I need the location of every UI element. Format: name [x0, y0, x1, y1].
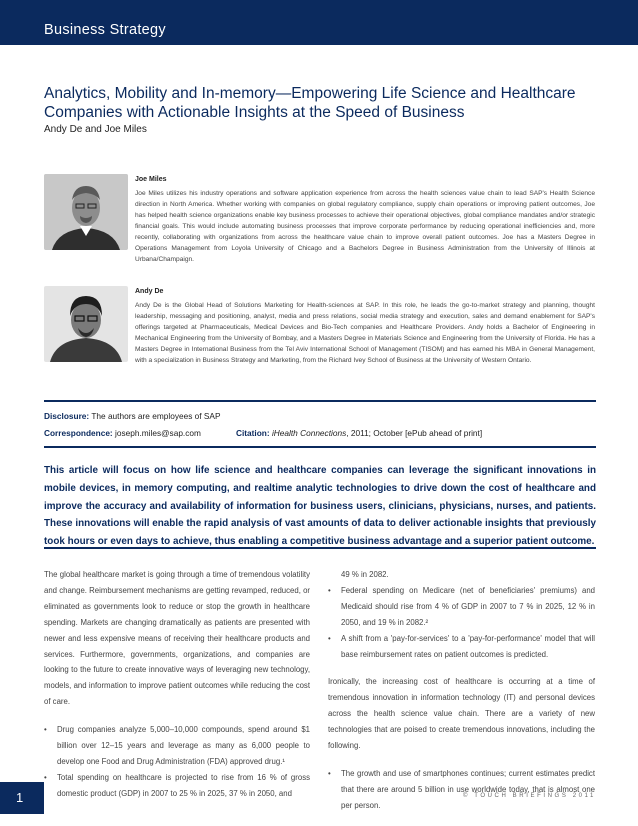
body-paragraph: Ironically, the increasing cost of healthcare is occurring at a time of tremendous innovation in information technology (IT) and personal devices across the health science value chain. There are a variety of new technologies that are poised to create tremendous innovations, including the following. — [328, 677, 595, 751]
list-item: • Total spending on healthcare is projected to rise from 16 % of gross domestic product (GDP) in 2007 to 25 % in 2025, 37 % in 2050, and — [44, 770, 310, 802]
correspondence-label: Correspondence: — [44, 428, 113, 438]
bio-joe-miles — [135, 174, 595, 265]
page-number-box — [0, 782, 44, 814]
section-banner — [0, 0, 638, 45]
article-authors: Andy De and Joe Miles — [44, 124, 147, 135]
bullet-list — [328, 766, 595, 814]
copyright: © TOUCH BRIEFINGS 2011 — [463, 793, 596, 799]
list-item: • Federal spending on Medicare (net of beneficiaries' premiums) and Medicaid should rise from 4 % of GDP in 2007 to 7 % in 2025, 12 % in 2050, and 19 % in 2082.² — [328, 583, 595, 631]
citation-line — [236, 428, 482, 438]
bullet-list — [328, 583, 595, 663]
list-item: • Drug companies analyze 5,000–10,000 compounds, spend around $1 billion over 12–15 years and leverage as many as 6,000 people to develop one Food and Drug Administration (FDA) approved drug.¹ — [44, 722, 310, 770]
bio-text: Joe Miles utilizes his industry operations and software application experience from across the health sciences value chain to lead SAP's Health Science direction in North America. Whether working with companies on global regulatory compliance, supply chain operations or improving patient outcomes, Joe has helped health science organizations enable key business processes to achieve their operational objectives, global compliance mandates and/or strategic financial goals. This would include automating business processes that improve corporate performance by reducing operational inefficiencies and, more recently, collaborating with organizations from across the healthcare value chain to improve overall patient outcomes. Joe has a Masters Degree in Operations Management from Loyola University of Chicago and a Bachelors Degree in Business Administration from the University of Illinois at Urbana/Champaign. — [135, 190, 595, 263]
bullet-continuation: 49 % in 2082. — [341, 570, 389, 579]
bio-andy-de — [135, 286, 595, 366]
divider — [44, 547, 596, 549]
correspondence-line — [44, 428, 201, 438]
divider — [44, 400, 596, 402]
citation-journal: iHealth Connections — [271, 428, 347, 438]
divider — [44, 446, 596, 448]
correspondence-email[interactable]: joseph.miles@sap.com — [115, 428, 201, 438]
disclosure-text: The authors are employees of SAP — [91, 411, 221, 421]
list-item: • A shift from a 'pay-for-services' to a 'pay-for-performance' model that will base reimbursement rates on patient outcomes is predicted. — [328, 631, 595, 663]
body-paragraph: The global healthcare market is going through a time of tremendous volatility and change. Reimbursement mechanisms are getting revamped, reduced, or eliminated as governments look to reduce or stop the growth in healthcare spending. Markets are changing dramatically as patients are presented with newer and less expensive means of receiving their healthcare products and services. Furthermore, governments, organizations, and companies are looking to the future to create innovative ways of leveraging new technology, models, and information to improve patient outcomes while reducing the cost of care. — [44, 570, 310, 707]
andy-de-photo — [44, 286, 128, 362]
body-column-left — [44, 567, 310, 802]
bio-name: Andy De — [135, 288, 164, 295]
citation-text: , 2011; October [ePub ahead of print] — [346, 428, 483, 438]
bio-text: Andy De is the Global Head of Solutions Marketing for Health-sciences at SAP. In this role, he leads the go-to-market strategy and planning, thought leadership, messaging and positioning, analyst, media and press relations, social media strategy and execution, sales and demand enablement for SAP's offerings targeted at Pharmaceuticals, Medical Devices and Bio-Tech companies and Healthcare Providers. Andy holds a Bachelor of Engineering in Mechanical Engineering from the University of Bombay, and a Masters Degree in Materials Science and Engineering from the University of Florida. He has a Masters Degree in International Business from the Tel Aviv International School of Management (TISOM) and has earned his MBA in General Management, with a specialization in Business Strategy and Marketing, from the Richard Ivey School of Business at the University of Western Ontario. — [135, 302, 595, 364]
section-title: Business Strategy — [44, 22, 166, 38]
list-item: • The growth and use of smartphones continues; current estimates predict that there are around 5 billion in use worldwide today, that is almost one per person. — [328, 766, 595, 814]
disclosure-label: Disclosure: — [44, 411, 90, 421]
body-column-right — [328, 567, 595, 814]
article-lede: This article will focus on how life science and healthcare companies can leverage the significant innovations in mobile devices, in memory computing, and realtime analytic technologies to drive down the cost of healthcare and improve the accuracy and availability of information for business users, clinicians, physicians, nurses, and patients. These innovations will enable the rapid analysis of vast amounts of data to deliver actionable insights that previously took hours or even days to achieve, thus enabling a competitive business advantage and a superior patient outcome. — [44, 465, 596, 548]
disclosure-line — [44, 411, 220, 421]
bio-name: Joe Miles — [135, 176, 167, 183]
bullet-list — [44, 722, 310, 802]
article-title: Analytics, Mobility and In-memory—Empowering Life Science and Healthcare Companies with Actionable Insights at the Speed of Business — [44, 85, 576, 121]
page-number: 1 — [16, 790, 24, 805]
joe-miles-photo — [44, 174, 128, 250]
citation-label: Citation: — [236, 428, 270, 438]
